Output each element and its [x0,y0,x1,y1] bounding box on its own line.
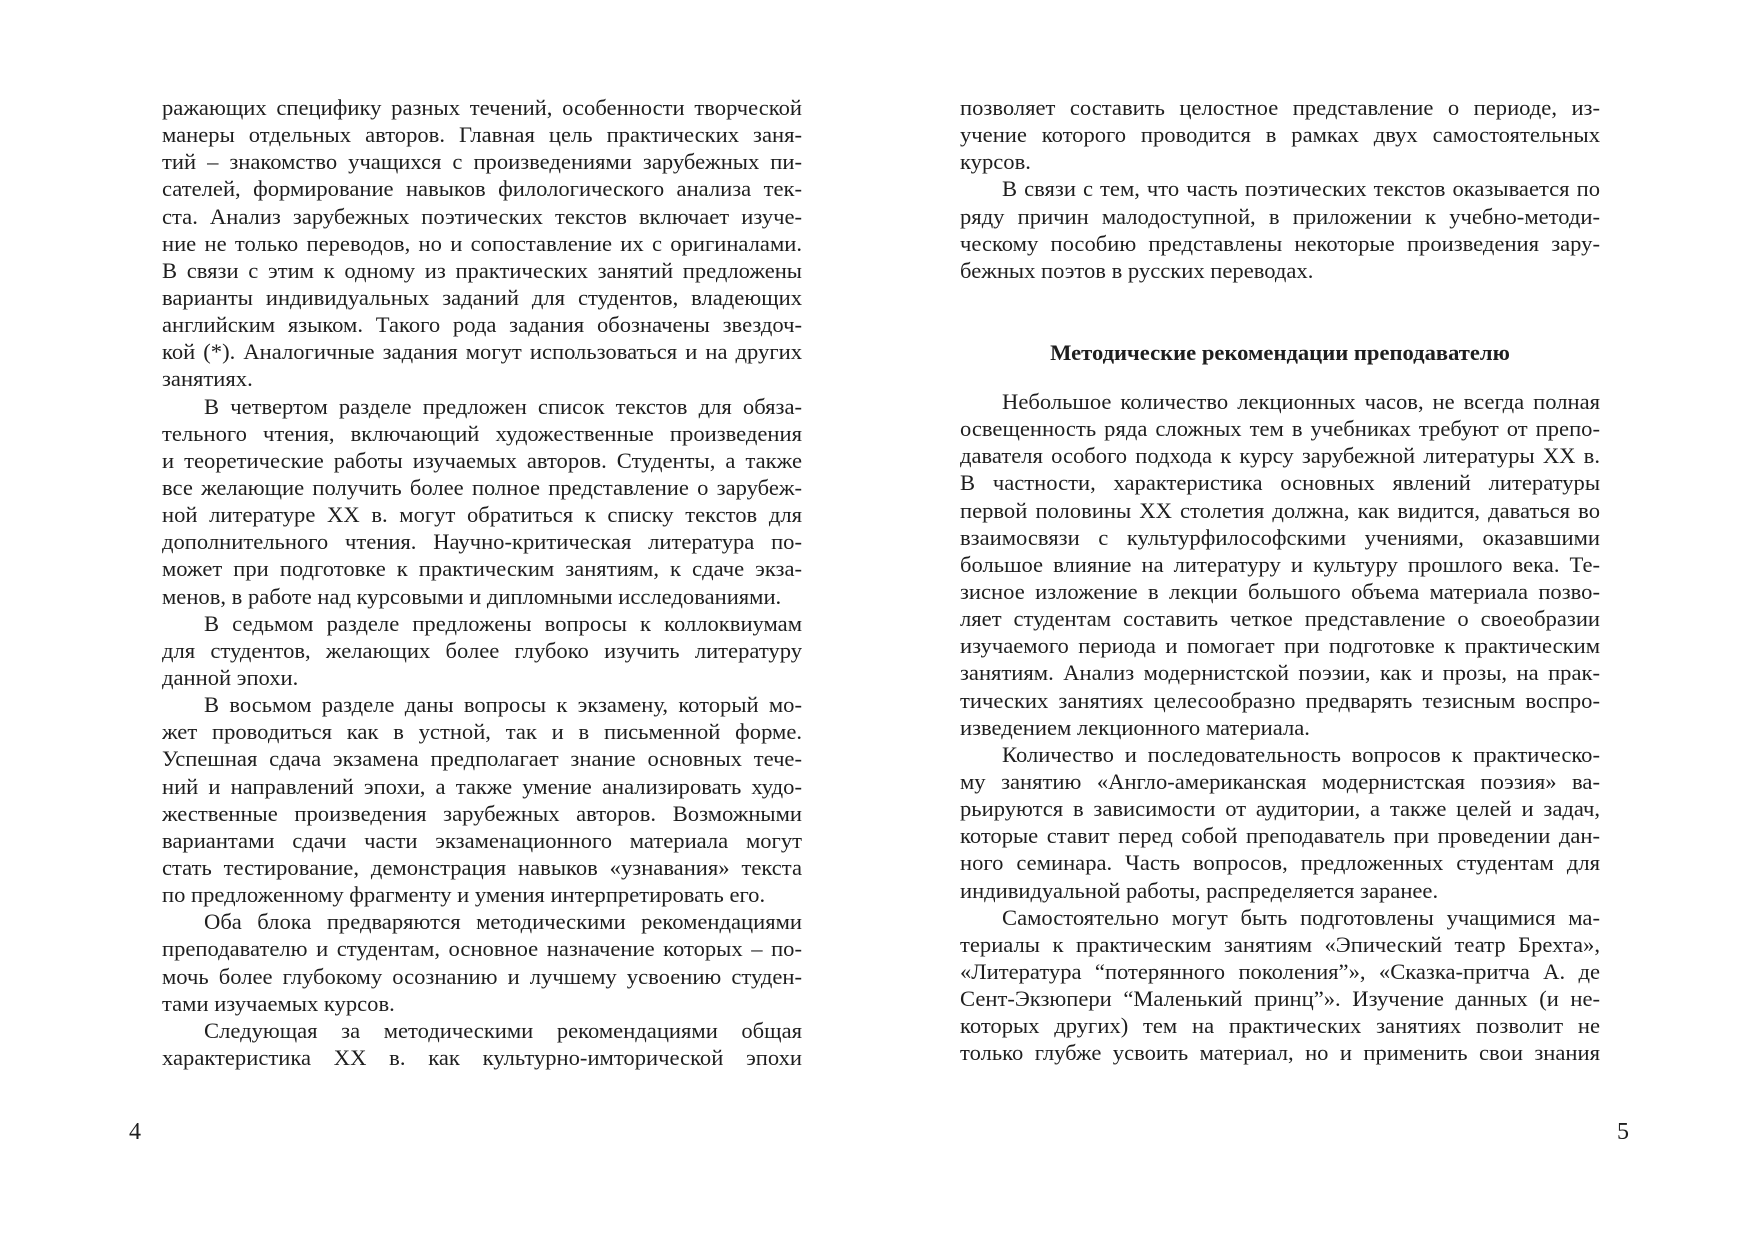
text-line: ного семинара. Часть вопросов, предложенных студентам для [960,850,1600,876]
left-page [162,94,802,1071]
text-line: ляет студентам составить четкое представление о своеобразии [960,606,1600,632]
text-line: жественные произведения зарубежных авторов. Возможными [162,800,802,826]
text-line: учение которого проводится в рамках двух самостоятельных [960,122,1600,148]
text-line: Самостоятельно могут быть подготовлены учащимися ма- [1002,904,1600,930]
text-line: тами изучаемых курсов. [162,990,395,1016]
text-line: Количество и последовательность вопросов к практическо- [1002,741,1600,767]
section-heading: Методические рекомендации преподавателю [1050,339,1510,365]
text-line: большое влияние на литературу и культуру прошлого века. Те- [960,551,1600,577]
text-line: занятиям. Анализ модернистской поэзии, как и прозы, на прак- [960,660,1600,686]
text-line: давателя особого подхода к курсу зарубежной литературы XX в. [960,443,1600,469]
text-line: индивидуальной работы, распределяется заранее. [960,877,1439,903]
text-line: характеристика XX в. как культурно-имторической эпохи [162,1044,802,1070]
text-line: териалы к практическим занятиям «Эпический театр Брехта», [960,931,1600,957]
text-line: ражающих специфику разных течений, особенности творческой [162,95,802,120]
text-line: ной литературе XX в. могут обратиться к списку текстов для [162,502,802,528]
text-line: зисное изложение в лекции большого объема материала позво- [960,578,1600,604]
text-line: изведением лекционного материала. [960,714,1310,740]
text-line: первой половины XX столетия должна, как видится, даваться во [960,497,1600,523]
text-line: занятиях. [162,366,253,392]
text-line: В связи с этим к одному из практических занятий предложены [162,257,802,283]
text-line: манеры отдельных авторов. Главная цель практических заня- [162,122,802,148]
text-line: Оба блока предваряются методическими рекомендациями [204,909,802,935]
text-line: сателей, формирование навыков филологического анализа тек- [162,176,802,202]
text-line: преподавателю и студентам, основное назначение которых – по- [162,936,802,962]
text-line: дополнительного чтения. Научно-критическая литература по- [162,529,802,555]
text-line: В частности, характеристика основных явлений литературы [960,470,1600,496]
text-line: может при подготовке к практическим занятиям, к сдаче экза- [162,556,802,582]
text-line: тельного чтения, включающий художественные произведения [162,420,802,446]
text-line: взаимосвязи с культурфилософскими учениями, оказавшими [960,524,1600,550]
text-line: В седьмом разделе предложены вопросы к коллоквиумам [204,610,802,636]
text-line: стать тестирование, демонстрация навыков «узнавания» текста [162,854,802,880]
text-line: ние не только переводов, но и сопоставление их с оригиналами. [162,230,802,256]
text-line: «Литература “потерянного поколения”», «Сказка-притча А. де [960,958,1600,984]
text-line: и теоретические работы изучаемых авторов. Студенты, а также [162,447,802,473]
text-line: изучаемого периода и помогает при подготовке к практическим [960,633,1600,659]
text-line: В связи с тем, что часть поэтических текстов оказывается по [1002,176,1600,202]
text-line: курсов. [960,149,1031,175]
page-number: 4 [129,1119,141,1145]
text-line: все желающие получить более полное представление о зарубеж- [162,474,802,500]
text-line: по предложенному фрагменту и умения интерпретировать его. [162,882,766,908]
text-line: му занятию «Англо-американская модернистская поэзия» ва- [960,768,1600,794]
text-line: ческому пособию представлены некоторые произведения зару- [960,230,1600,256]
text-line: Сент-Экзюпери “Маленький принц”». Изучение данных (и не- [960,986,1600,1012]
text-line: кой (*). Аналогичные задания могут использоваться и на других [162,339,802,365]
text-line: Успешная сдача экзамена предполагает знание основных тече- [162,746,802,772]
text-line: которые ставит перед собой преподаватель при проведении дан- [960,823,1600,849]
text-line: тий – знакомство учащихся с произведениями зарубежных пи- [162,149,802,175]
text-line: варианты индивидуальных заданий для студентов, владеющих [162,284,802,310]
text-line: бежных поэтов в русских переводах. [960,257,1314,283]
right-page [960,94,1600,1067]
text-line: ний и направлений эпохи, а также умение анализировать худо- [162,773,802,799]
text-line: мочь более глубокому осознанию и лучшему усвоению студен- [162,963,802,989]
text-line: тических занятиях целесообразно предварять тезисным воспро- [960,687,1600,713]
text-line: В восьмом разделе даны вопросы к экзамену, который мо- [204,692,802,718]
text-line: рьируются в зависимости от аудитории, а также целей и задач, [960,796,1600,822]
text-line: освещенность ряда сложных тем в учебниках требуют от препо- [960,416,1600,442]
page-number: 5 [1617,1119,1629,1145]
text-line: которых других) тем на практических занятиях позволит не [960,1013,1600,1039]
text-line: только глубже усвоить материал, но и применить свои знания [960,1040,1600,1066]
text-line: вариантами сдачи части экзаменационного материала могут [162,827,802,853]
text-line: Небольшое количество лекционных часов, не всегда полная [1002,388,1600,414]
text-line: ста. Анализ зарубежных поэтических текстов включает изуче- [162,203,802,229]
text-line: позволяет составить целостное представление о периоде, из- [960,95,1600,120]
text-line: для студентов, желающих более глубоко изучить литературу [162,637,802,663]
text-line: менов, в работе над курсовыми и дипломными исследованиями. [162,583,782,609]
text-line: ряду причин малодоступной, в приложении к учебно-методи- [960,203,1600,229]
text-line: В четвертом разделе предложен список текстов для обяза- [204,393,802,419]
text-line: Следующая за методическими рекомендациями общая [204,1017,802,1043]
text-line: данной эпохи. [162,664,299,690]
text-line: жет проводиться как в устной, так и в письменной форме. [162,719,802,745]
text-line: английским языком. Такого рода задания обозначены звездоч- [162,312,802,338]
